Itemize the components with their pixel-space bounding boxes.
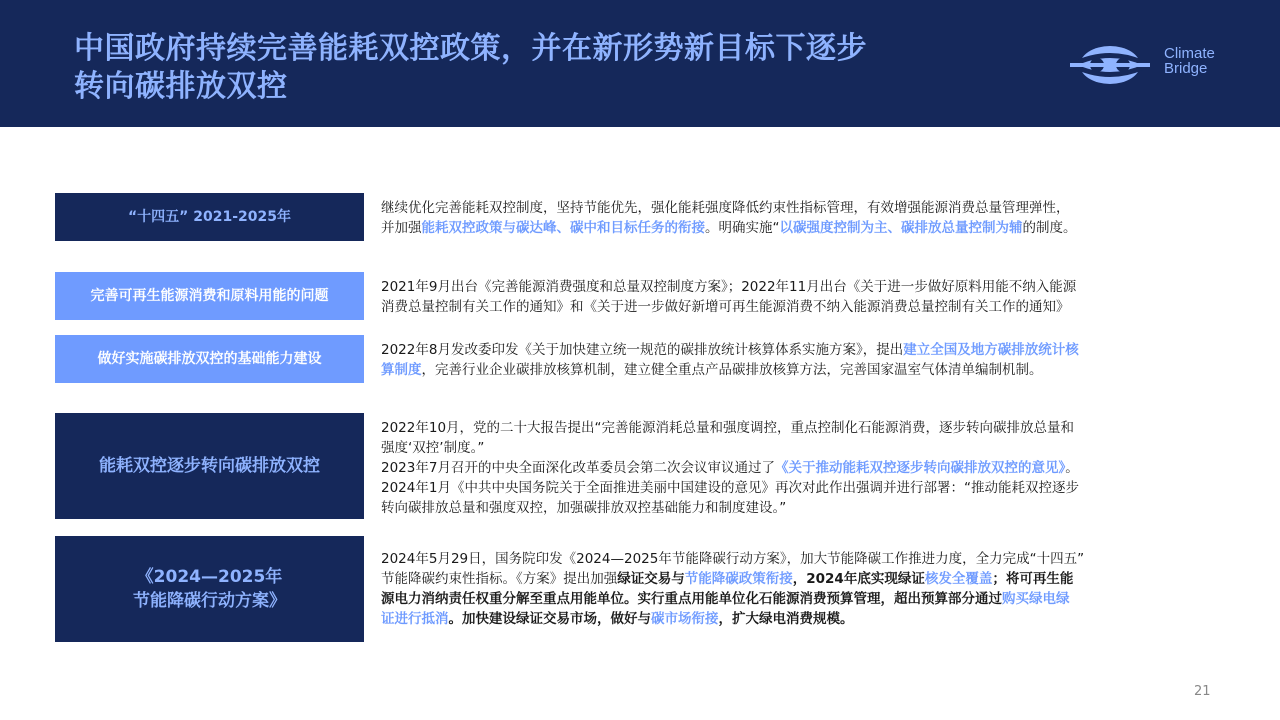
desc-text: 2022年10月，党的二十大报告提出“完善能源消耗总量和强度调控，重点控制化石能源消费，逐步转向碳排放总量和 [381,420,1075,436]
desc-line [381,340,1221,360]
page-title [74,30,974,106]
desc-highlight: 能耗双控政策与碳达峰、碳中和目标任务的衔接 [421,220,705,236]
row-label-text: 完善可再生能源消费和原料用能的问题 [90,288,329,304]
desc-line [381,458,1221,478]
desc-text: 强度‘双控’制度。” [381,440,485,456]
desc-line [381,498,1221,518]
desc-line [381,549,1221,569]
page-number: 21 [1194,684,1211,699]
desc-text: 2023年7月召开的中央全面深化改革委员会第二次会议审议通过了 [381,460,775,476]
row-label-text: 做好实施碳排放双控的基础能力建设 [97,351,322,367]
desc-text: 2021年9月出台《完善能源消费强度和总量双控制度方案》；2022年11月出台《关于进一步做好原料用能不纳入能源 [381,279,1077,295]
desc-text: 。明确实施“ [705,220,780,236]
desc-text: 继续优化完善能耗双控制度，坚持节能优先，强化能耗强度降低约束性指标管理，有效增强能源消费总量管理弹性， [381,200,1070,216]
desc-line [381,218,1221,238]
desc-text: 2024年5月29日，国务院印发《2024—2025年节能降碳行动方案》，加大节能降碳工作推进力度，全力完成“十四五” [381,551,1085,567]
row-desc-14th-five-year [381,198,1221,238]
row-label-renewable-energy [55,272,364,320]
desc-line [381,360,1221,380]
desc-line [381,609,1221,629]
logo-text [1164,46,1215,76]
climate-bridge-logo [1070,42,1230,88]
desc-line [381,277,1221,297]
row-label-text-line-2: 节能降碳行动方案》 [133,591,286,611]
desc-text: 节能降碳约束性指标。《方案》提出加强 [381,571,618,587]
row-label-text-line-1: 《2024—2025年 [136,567,283,587]
desc-highlight: 节能降碳政策衔接 [684,571,793,587]
desc-bold: 源电力消纳责任权重分解至重点用能单位。实行重点用能单位化石能源消费预算管理，超出预算部分通过 [381,591,1002,607]
desc-highlight: 核发全覆盖 [924,571,993,587]
desc-line [381,297,1221,317]
bridge-logo-icon [1070,42,1160,88]
desc-highlight: 以碳强度控制为主、碳排放总量控制为辅 [779,220,1023,236]
logo-text-line-1: Climate [1164,45,1215,62]
row-label-action-plan [55,536,364,642]
title-line-2: 转向碳排放双控 [74,69,288,104]
row-desc-dual-control-shift [381,418,1221,518]
row-label-dual-control-shift [55,413,364,519]
desc-text: 。 [1065,460,1079,476]
desc-line [381,418,1221,438]
header-bar [0,0,1280,127]
desc-bold: 。加快建设绿证交易市场，做好与 [448,611,651,627]
row-desc-action-plan [381,549,1221,629]
desc-highlight: 证进行抵消 [381,611,449,627]
desc-highlight: 《关于推动能耗双控逐步转向碳排放双控的意见》 [774,460,1066,476]
desc-highlight: 建立全国及地方碳排放统计核 [903,342,1079,358]
desc-highlight: 碳市场衔接 [651,611,719,627]
row-label-text: “十四五” 2021-2025年 [127,209,292,225]
desc-line [381,589,1221,609]
desc-line [381,478,1221,498]
desc-bold: ，2024年底实现绿证 [792,571,925,587]
desc-highlight: 购买绿电绿 [1002,591,1070,607]
row-label-capacity-building [55,335,364,383]
row-label-text: 能耗双控逐步转向碳排放双控 [99,456,320,476]
desc-bold: 绿证交易与 [617,571,685,587]
desc-bold: ；将可再生能 [992,571,1074,587]
desc-text: 2022年8月发改委印发《关于加快建立统一规范的碳排放统计核算体系实施方案》，提出 [381,342,904,358]
desc-highlight: 算制度 [381,362,422,378]
logo-text-line-2: Bridge [1164,60,1208,77]
desc-text: 转向碳排放总量和强度双控，加强碳排放双控基础能力和制度建设。” [381,500,787,516]
row-desc-capacity-building [381,340,1221,380]
desc-line [381,438,1221,458]
desc-text: 消费总量控制有关工作的通知》和《关于进一步做好新增可再生能源消费不纳入能源消费总量控制有关工作的通知》 [381,299,1070,315]
desc-bold: ，扩大绿电消费规模。 [718,611,854,627]
row-label-14th-five-year [55,193,364,241]
desc-line [381,569,1221,589]
row-desc-renewable-energy [381,277,1221,317]
desc-line [381,198,1221,218]
desc-text: 并加强 [381,220,422,236]
desc-text: 的制度。 [1022,220,1077,236]
title-line-1: 中国政府持续完善能耗双控政策，并在新形势新目标下逐步 [74,31,867,66]
desc-text: 2024年1月《中共中央国务院关于全面推进美丽中国建设的意见》再次对此作出强调并进行部署：“推动能耗双控逐步 [381,480,1079,496]
desc-text: ，完善行业企业碳排放核算机制，建立健全重点产品碳排放核算方法，完善国家温室气体清单编制机制。 [421,362,1043,378]
